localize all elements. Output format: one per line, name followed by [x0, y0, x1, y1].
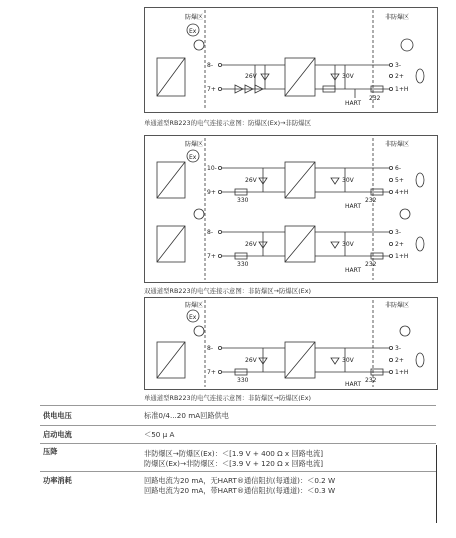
terminal-7: 7+	[207, 86, 216, 93]
table-rule	[40, 471, 436, 472]
resistor-232: 232	[369, 95, 381, 102]
terminal-3: 3-	[395, 62, 401, 69]
safe-zone-label: 非防爆区	[385, 141, 410, 148]
ex-symbol: Ex	[189, 28, 197, 35]
terminal-3: 3-	[395, 345, 401, 352]
wiring-diagram-3	[144, 297, 438, 390]
terminal-2: 2+	[395, 357, 404, 364]
zener-26v: 26V	[245, 73, 257, 80]
diagram-1-svg	[145, 8, 437, 112]
terminal-4h: 4+H	[395, 189, 409, 196]
zener-30v: 30V	[342, 357, 354, 364]
hazard-zone-label: 防爆区	[185, 14, 204, 21]
wiring-diagram-2	[144, 135, 438, 283]
power-consumption-line-1: 回路电流为20 mA，无HART®通信阻抗(每通道)：＜0.2 W	[144, 476, 336, 485]
zener-26v: 26V	[245, 357, 257, 364]
terminal-10: 10-	[207, 165, 217, 172]
resistor-330-b: 330	[237, 261, 249, 268]
zener-30v-b: 30V	[342, 241, 354, 248]
hazard-zone-label: 防爆区	[185, 302, 204, 309]
hazard-zone-label: 防爆区	[185, 141, 204, 148]
wiring-diagram-1	[144, 7, 438, 113]
terminal-6: 6-	[395, 165, 401, 172]
startup-current-label: 启动电流	[43, 430, 72, 439]
resistor-232-a: 232	[365, 197, 377, 204]
diagram-2-svg	[145, 136, 437, 282]
caption-1: 单通道型RB223的电气连接示意图：防爆区(Ex)→非防爆区	[144, 119, 311, 127]
table-rule	[40, 405, 436, 406]
zener-26v-b: 26V	[245, 241, 257, 248]
voltage-drop-label: 压降	[43, 447, 58, 456]
resistor-232-b: 232	[365, 261, 377, 268]
hart-label-a: HART	[345, 203, 362, 210]
zener-26v-a: 26V	[245, 177, 257, 184]
supply-voltage-value: 标准0/4...20 mA回路供电	[144, 411, 229, 420]
resistor-232: 232	[365, 377, 377, 384]
terminal-7: 7+	[207, 253, 216, 260]
power-consumption-line-2: 回路电流为20 mA，带HART®通信阻抗(每通道)：＜0.3 W	[144, 486, 336, 495]
terminal-8: 8-	[207, 62, 213, 69]
voltage-drop-line-2: 防爆区(Ex)→非防爆区：＜[3.9 V + 120 Ω x 回路电流]	[144, 459, 324, 468]
caption-2: 双通道型RB223的电气连接示意图：非防爆区→防爆区(Ex)	[144, 287, 311, 295]
terminal-8: 8-	[207, 345, 213, 352]
terminal-8: 8-	[207, 229, 213, 236]
power-consumption-label: 功率消耗	[43, 476, 72, 485]
hart-label-b: HART	[345, 267, 362, 274]
terminal-2: 2+	[395, 241, 404, 248]
terminal-1h: 1+H	[395, 253, 409, 260]
ex-symbol: Ex	[189, 314, 197, 321]
table-border	[436, 445, 437, 523]
supply-voltage-label: 供电电压	[43, 411, 72, 420]
resistor-330: 330	[237, 377, 249, 384]
safe-zone-label: 非防爆区	[385, 302, 410, 309]
safe-zone-label: 非防爆区	[385, 14, 410, 21]
hart-label: HART	[345, 100, 362, 107]
terminal-1h: 1+H	[395, 86, 409, 93]
terminal-9: 9+	[207, 189, 216, 196]
caption-3: 单通道型RB223的电气连接示意图：非防爆区→防爆区(Ex)	[144, 394, 311, 402]
zener-30v: 30V	[342, 73, 354, 80]
ex-symbol: Ex	[189, 154, 197, 161]
resistor-330-a: 330	[237, 197, 249, 204]
terminal-7: 7+	[207, 369, 216, 376]
table-rule	[40, 425, 436, 426]
hart-label: HART	[345, 381, 362, 388]
terminal-5: 5+	[395, 177, 404, 184]
table-rule	[40, 443, 436, 444]
zener-30v-a: 30V	[342, 177, 354, 184]
terminal-1h: 1+H	[395, 369, 409, 376]
voltage-drop-line-1: 非防爆区→防爆区(Ex)：＜[1.9 V + 400 Ω x 回路电流]	[144, 449, 324, 458]
diagram-3-svg	[145, 298, 437, 389]
terminal-2: 2+	[395, 73, 404, 80]
startup-current-value: ＜50 μ A	[144, 430, 175, 439]
terminal-3: 3-	[395, 229, 401, 236]
